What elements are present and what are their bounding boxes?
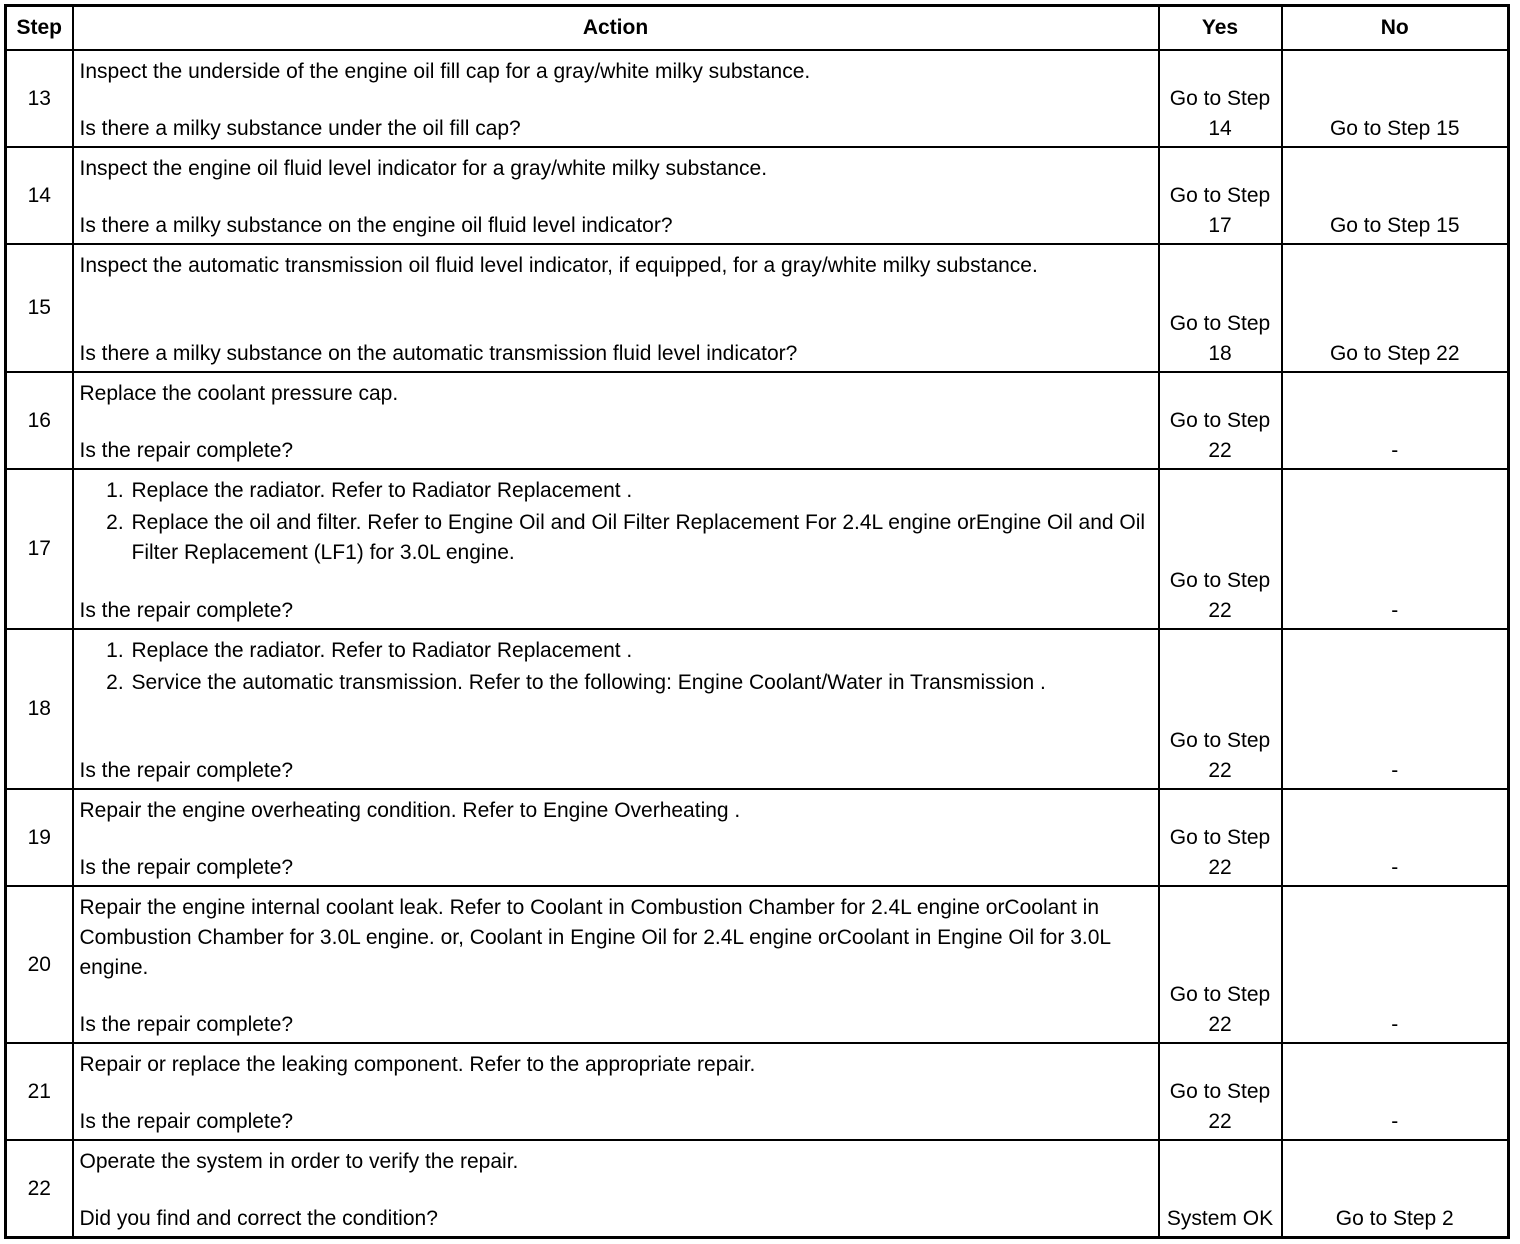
action-content [74,630,1158,788]
no-result: - [1282,789,1509,886]
yes-result: System OK [1159,1140,1282,1238]
step-number: 17 [6,469,73,629]
table-row [6,372,1509,469]
yes-result: Go to Step 22 [1159,629,1282,789]
table-row [6,629,1509,789]
action-instructions [80,476,1152,570]
step-number: 13 [6,50,73,147]
action-instructions [80,57,1152,87]
header-row [6,6,1509,51]
table-row [6,1140,1509,1238]
action-cell [73,1043,1159,1140]
no-result: - [1282,629,1509,789]
action-content [74,148,1158,243]
step-number: 18 [6,629,73,789]
table-row [6,244,1509,372]
action-content [74,51,1158,146]
header-no: No [1282,6,1509,51]
action-content [74,887,1158,1042]
action-instructions [80,251,1152,281]
action-step-item: 1. Replace the radiator. Refer to Radiator Replacement . [130,636,1152,666]
action-question: Is the repair complete? [79,1013,294,1036]
action-text: Operate the system in order to verify the repair. [79,1150,519,1173]
action-text: Repair or replace the leaking component. Refer to the appropriate repair. [79,1053,756,1076]
action-cell [73,469,1159,629]
action-instructions [80,636,1152,700]
action-question: Is there a milky substance on the engine oil fluid level indicator? [79,214,673,237]
step-number: 16 [6,372,73,469]
table-row [6,1043,1509,1140]
table-row [6,789,1509,886]
no-result: Go to Step 2 [1282,1140,1509,1238]
no-result: Go to Step 15 [1282,147,1509,244]
step-number: 15 [6,244,73,372]
action-question: Is the repair complete? [79,759,294,782]
action-instructions [80,796,1152,826]
no-result: Go to Step 22 [1282,244,1509,372]
step-number: 14 [6,147,73,244]
action-instructions [80,154,1152,184]
action-cell [73,1140,1159,1238]
action-instructions [80,379,1152,409]
no-result: - [1282,469,1509,629]
action-instructions [80,1050,1152,1080]
action-cell [73,372,1159,469]
yes-result: Go to Step 18 [1159,244,1282,372]
action-instructions [80,893,1152,983]
action-steps-list [80,476,1152,568]
action-question: Is the repair complete? [79,1110,294,1133]
table-row [6,469,1509,629]
yes-result: Go to Step 22 [1159,789,1282,886]
action-steps-list [80,636,1152,698]
action-question: Is the repair complete? [79,856,294,879]
action-cell [73,244,1159,372]
action-content [74,1141,1158,1236]
yes-result: Go to Step 17 [1159,147,1282,244]
table-row [6,886,1509,1043]
yes-result: Go to Step 22 [1159,372,1282,469]
action-text: Inspect the engine oil fluid level indicator for a gray/white milky substance. [79,157,768,180]
action-step-item: 1. Replace the radiator. Refer to Radiator Replacement . [130,476,1152,506]
action-content [74,373,1158,468]
action-question: Did you find and correct the condition? [79,1207,438,1230]
action-content [74,245,1158,371]
header-yes: Yes [1159,6,1282,51]
action-question: Is there a milky substance on the automatic transmission fluid level indicator? [79,342,798,365]
action-text: Repair the engine overheating condition. Refer to Engine Overheating . [79,799,741,822]
action-instructions [80,1147,1152,1177]
action-question: Is the repair complete? [79,599,294,622]
action-cell [73,789,1159,886]
action-text: Inspect the automatic transmission oil fluid level indicator, if equipped, for a gray/white milky substance. [79,254,1038,277]
action-step-item: 2. Replace the oil and filter. Refer to Engine Oil and Oil Filter Replacement For 2.4L engine orEngine Oil and Oil Filter Replacement (LF1) for 3.0L engine. [130,508,1152,568]
action-step-item: 2. Service the automatic transmission. Refer to the following: Engine Coolant/Water in Transmission . [130,668,1152,698]
action-text: Repair the engine internal coolant leak. Refer to Coolant in Combustion Chamber for 2.4L engine orCoolant in Combustion Chamber for 3.0L engine. or, Coolant in Engine Oil for 2.4L engine orCoolant in Engine Oil for 3.0L engine. [79,896,1111,979]
yes-result: Go to Step 14 [1159,50,1282,147]
action-cell [73,629,1159,789]
table-row [6,147,1509,244]
action-question: Is the repair complete? [79,439,294,462]
no-result: Go to Step 15 [1282,50,1509,147]
yes-result: Go to Step 22 [1159,886,1282,1043]
yes-result: Go to Step 22 [1159,469,1282,629]
action-text: Inspect the underside of the engine oil fill cap for a gray/white milky substance. [79,60,811,83]
yes-result: Go to Step 22 [1159,1043,1282,1140]
action-content [74,790,1158,885]
step-number: 19 [6,789,73,886]
action-content [74,470,1158,628]
no-result: - [1282,1043,1509,1140]
header-action: Action [73,6,1159,51]
table-row [6,50,1509,147]
diagnostic-table [4,4,1510,1239]
header-step: Step [6,6,73,51]
action-cell [73,50,1159,147]
action-content [74,1044,1158,1139]
no-result: - [1282,886,1509,1043]
no-result: - [1282,372,1509,469]
action-text: Replace the coolant pressure cap. [79,382,399,405]
action-question: Is there a milky substance under the oil fill cap? [79,117,521,140]
step-number: 20 [6,886,73,1043]
action-cell [73,147,1159,244]
step-number: 21 [6,1043,73,1140]
action-cell [73,886,1159,1043]
step-number: 22 [6,1140,73,1238]
